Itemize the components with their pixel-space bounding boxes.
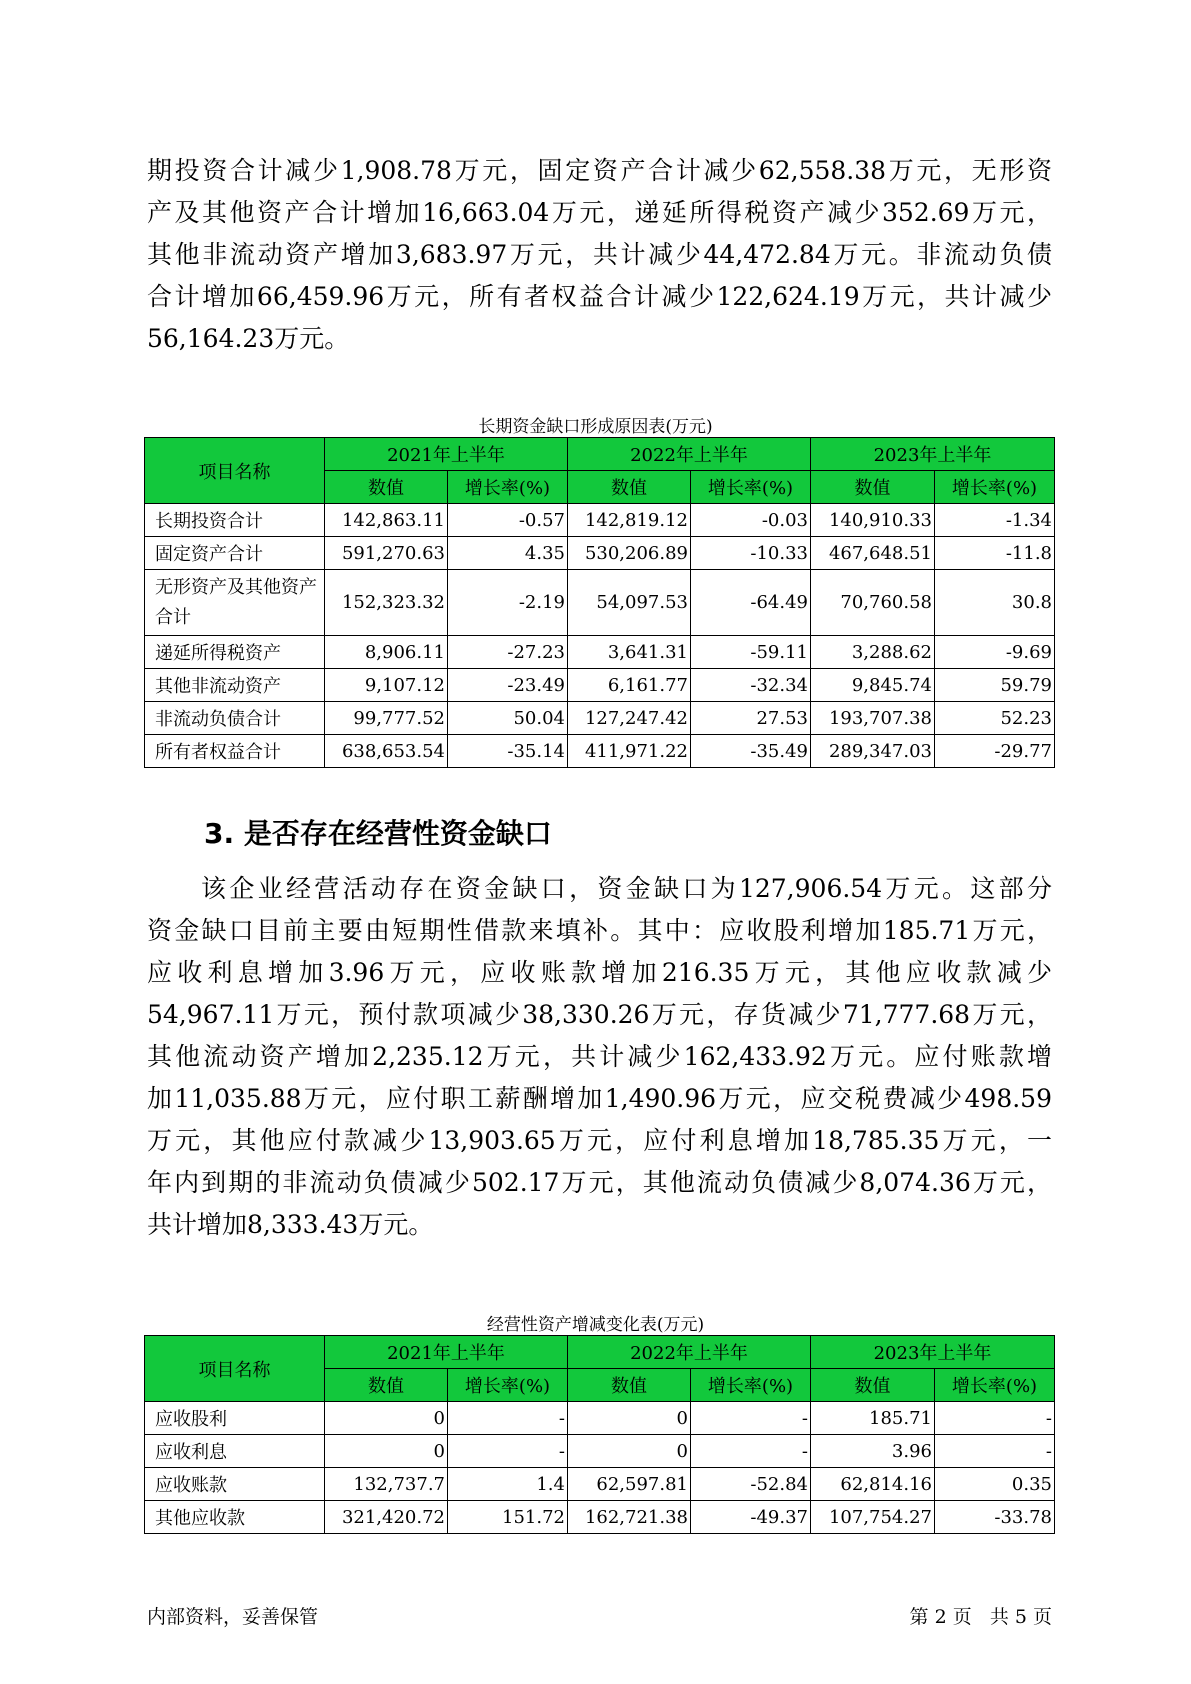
cell-value: 99,777.52	[325, 702, 448, 735]
cell-growth: 50.04	[448, 702, 568, 735]
cell-value: 8,906.11	[325, 636, 448, 669]
paragraph-line: 资金缺口目前主要由短期性借款来填补。其中：应收股利增加185.71万元，	[147, 916, 1052, 945]
row-name: 固定资产合计	[145, 537, 325, 570]
table-row	[145, 570, 1055, 636]
cell-value: 70,760.58	[811, 570, 935, 636]
cell-growth: -27.23	[448, 636, 568, 669]
header-growth: 增长率(%)	[448, 471, 568, 504]
table-row	[145, 1402, 1055, 1435]
cell-value: 289,347.03	[811, 735, 935, 768]
row-name: 应收利息	[145, 1435, 325, 1468]
cell-value: 530,206.89	[568, 537, 691, 570]
cell-value: 132,737.7	[325, 1468, 448, 1501]
paragraph-line: 56,164.23万元。	[147, 324, 350, 353]
cell-value: 638,653.54	[325, 735, 448, 768]
header-value: 数值	[568, 1369, 691, 1402]
paragraph-1	[147, 150, 1052, 360]
cell-growth: -29.77	[935, 735, 1055, 768]
cell-growth: -	[448, 1402, 568, 1435]
header-year: 2023年上半年	[811, 1336, 1055, 1369]
row-name: 递延所得税资产	[145, 636, 325, 669]
table-row	[145, 702, 1055, 735]
cell-growth: 27.53	[691, 702, 811, 735]
table-row	[145, 669, 1055, 702]
cell-value: 467,648.51	[811, 537, 935, 570]
cell-growth: 151.72	[448, 1501, 568, 1534]
paragraph-line: 期投资合计减少1,908.78万元，固定资产合计减少62,558.38万元，无形资	[147, 156, 1052, 185]
header-year: 2022年上半年	[568, 1336, 811, 1369]
paragraph-2	[147, 868, 1052, 1246]
cell-growth: -	[448, 1435, 568, 1468]
header-growth: 增长率(%)	[935, 471, 1055, 504]
cell-value: 411,971.22	[568, 735, 691, 768]
long-term-funding-gap-table	[144, 437, 1055, 768]
header-year: 2022年上半年	[568, 438, 811, 471]
header-year: 2021年上半年	[325, 438, 568, 471]
cell-growth: -64.49	[691, 570, 811, 636]
row-name: 应收股利	[145, 1402, 325, 1435]
cell-value: 3,641.31	[568, 636, 691, 669]
header-value: 数值	[325, 471, 448, 504]
table-row	[145, 537, 1055, 570]
table1-caption: 长期资金缺口形成原因表(万元)	[478, 417, 713, 437]
paragraph-line: 万元，其他应付款减少13,903.65万元，应付利息增加18,785.35万元，一	[147, 1126, 1052, 1155]
header-growth: 增长率(%)	[691, 1369, 811, 1402]
header-value: 数值	[811, 471, 935, 504]
table2-caption: 经营性资产增减变化表(万元)	[486, 1315, 705, 1335]
paragraph-line: 年内到期的非流动负债减少502.17万元，其他流动负债减少8,074.36万元，	[147, 1168, 1052, 1197]
paragraph-line: 其他非流动资产增加3,683.97万元，共计减少44,472.84万元。非流动负债	[147, 240, 1052, 269]
cell-value: 321,420.72	[325, 1501, 448, 1534]
cell-growth: 30.8	[935, 570, 1055, 636]
cell-growth: -2.19	[448, 570, 568, 636]
cell-growth: -0.57	[448, 504, 568, 537]
row-name: 长期投资合计	[145, 504, 325, 537]
cell-growth: -	[691, 1435, 811, 1468]
cell-growth: -10.33	[691, 537, 811, 570]
paragraph-line: 加11,035.88万元，应付职工薪酬增加1,490.96万元，应交税费减少498.59	[147, 1084, 1052, 1113]
row-name: 非流动负债合计	[145, 702, 325, 735]
cell-value: 193,707.38	[811, 702, 935, 735]
cell-value: 9,107.12	[325, 669, 448, 702]
paragraph-line: 该企业经营活动存在资金缺口，资金缺口为127,906.54万元。这部分	[201, 874, 1052, 903]
cell-value: 162,721.38	[568, 1501, 691, 1534]
cell-value: 107,754.27	[811, 1501, 935, 1534]
cell-growth: -59.11	[691, 636, 811, 669]
paragraph-line: 共计增加8,333.43万元。	[147, 1210, 434, 1239]
header-value: 数值	[811, 1369, 935, 1402]
header-value: 数值	[325, 1369, 448, 1402]
cell-growth: 4.35	[448, 537, 568, 570]
section-heading: 3. 是否存在经营性资金缺口	[204, 817, 552, 850]
paragraph-line: 应收利息增加3.96万元，应收账款增加216.35万元，其他应收款减少	[147, 958, 1052, 987]
header-growth: 增长率(%)	[935, 1369, 1055, 1402]
cell-value: 140,910.33	[811, 504, 935, 537]
cell-value: 591,270.63	[325, 537, 448, 570]
row-name: 其他应收款	[145, 1501, 325, 1534]
cell-growth: -23.49	[448, 669, 568, 702]
cell-growth: -35.14	[448, 735, 568, 768]
table-row	[145, 636, 1055, 669]
cell-value: 62,814.16	[811, 1468, 935, 1501]
cell-value: 9,845.74	[811, 669, 935, 702]
header-growth: 增长率(%)	[448, 1369, 568, 1402]
cell-growth: -33.78	[935, 1501, 1055, 1534]
cell-value: 62,597.81	[568, 1468, 691, 1501]
paragraph-line: 54,967.11万元，预付款项减少38,330.26万元，存货减少71,777.68万元，	[147, 1000, 1052, 1029]
cell-value: 0	[568, 1435, 691, 1468]
cell-growth: 0.35	[935, 1468, 1055, 1501]
footer-left: 内部资料，妥善保管	[147, 1606, 319, 1628]
header-year: 2021年上半年	[325, 1336, 568, 1369]
footer-page-number: 第 2 页 共 5 页	[909, 1606, 1052, 1628]
cell-value: 0	[568, 1402, 691, 1435]
cell-value: 0	[325, 1435, 448, 1468]
cell-value: 0	[325, 1402, 448, 1435]
operating-assets-change-table	[144, 1335, 1055, 1534]
cell-growth: 52.23	[935, 702, 1055, 735]
header-item-name: 项目名称	[145, 1336, 325, 1402]
cell-value: 54,097.53	[568, 570, 691, 636]
header-year: 2023年上半年	[811, 438, 1055, 471]
cell-value: 3.96	[811, 1435, 935, 1468]
cell-growth: 1.4	[448, 1468, 568, 1501]
cell-value: 3,288.62	[811, 636, 935, 669]
cell-growth: -49.37	[691, 1501, 811, 1534]
cell-growth: -	[691, 1402, 811, 1435]
row-name: 所有者权益合计	[145, 735, 325, 768]
cell-value: 152,323.32	[325, 570, 448, 636]
cell-growth: -11.8	[935, 537, 1055, 570]
header-value: 数值	[568, 471, 691, 504]
cell-value: 127,247.42	[568, 702, 691, 735]
table-row	[145, 735, 1055, 768]
table-row	[145, 1501, 1055, 1534]
table-row	[145, 1468, 1055, 1501]
row-name: 应收账款	[145, 1468, 325, 1501]
paragraph-line: 其他流动资产增加2,235.12万元，共计减少162,433.92万元。应付账款增	[147, 1042, 1052, 1071]
header-item-name: 项目名称	[145, 438, 325, 504]
cell-growth: -32.34	[691, 669, 811, 702]
paragraph-line: 产及其他资产合计增加16,663.04万元，递延所得税资产减少352.69万元，	[147, 198, 1052, 227]
cell-value: 6,161.77	[568, 669, 691, 702]
paragraph-line: 合计增加66,459.96万元，所有者权益合计减少122,624.19万元，共计减少	[147, 282, 1052, 311]
cell-growth: -9.69	[935, 636, 1055, 669]
cell-growth: -	[935, 1435, 1055, 1468]
row-name: 其他非流动资产	[145, 669, 325, 702]
table-row	[145, 1435, 1055, 1468]
cell-growth: -1.34	[935, 504, 1055, 537]
cell-growth: 59.79	[935, 669, 1055, 702]
cell-growth: -	[935, 1402, 1055, 1435]
cell-value: 185.71	[811, 1402, 935, 1435]
cell-growth: -52.84	[691, 1468, 811, 1501]
header-growth: 增长率(%)	[691, 471, 811, 504]
row-name: 无形资产及其他资产合计	[145, 570, 325, 636]
cell-growth: -35.49	[691, 735, 811, 768]
cell-growth: -0.03	[691, 504, 811, 537]
cell-value: 142,863.11	[325, 504, 448, 537]
table-row	[145, 504, 1055, 537]
cell-value: 142,819.12	[568, 504, 691, 537]
